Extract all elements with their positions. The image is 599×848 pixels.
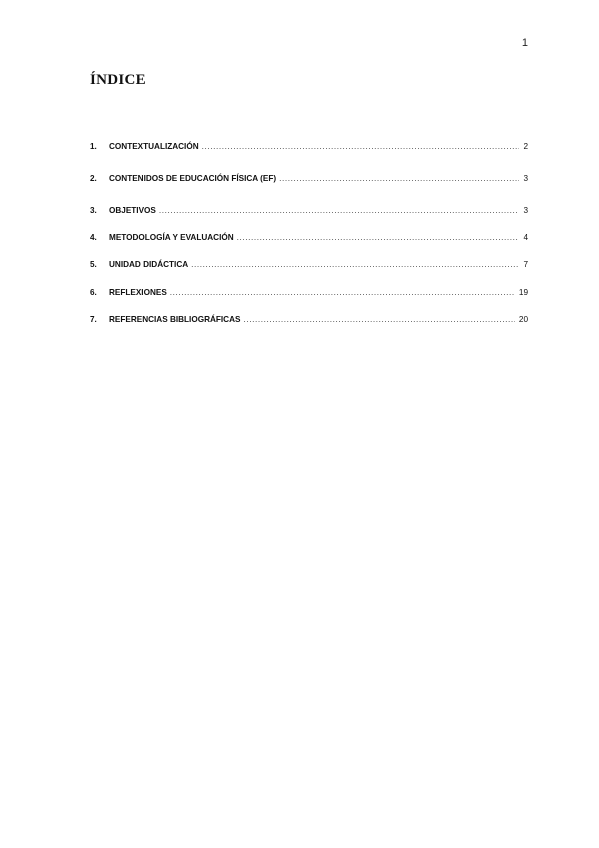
toc-entry-unidad-didactica[interactable] xyxy=(90,260,528,274)
toc-entry-page: 20 xyxy=(518,315,528,324)
toc-entry-label: CONTENIDOS DE EDUCACIÓN FÍSICA (EF) xyxy=(109,174,277,183)
toc-entry-label: OBJETIVOS xyxy=(109,206,156,215)
toc-entry-page: 3 xyxy=(523,206,528,215)
toc-entry-label: METODOLOGÍA Y EVALUACIÓN xyxy=(109,233,234,242)
toc-entry-number: 3. xyxy=(90,206,97,215)
toc-entry-page: 19 xyxy=(518,288,528,297)
toc-dot-leader xyxy=(237,233,520,242)
toc-entry-number: 6. xyxy=(90,288,97,297)
toc-entry-number: 5. xyxy=(90,260,97,269)
toc-entry-page: 2 xyxy=(523,142,528,151)
toc-entry-number: 2. xyxy=(90,174,97,183)
toc-entry-number: 1. xyxy=(90,142,97,151)
toc-entry-label: REFERENCIAS BIBLIOGRÁFICAS xyxy=(109,315,241,324)
toc-entry-label: UNIDAD DIDÁCTICA xyxy=(109,260,189,269)
toc-entry-page: 7 xyxy=(523,260,528,269)
toc-entry-contenidos[interactable] xyxy=(90,174,528,188)
toc-entry-number: 7. xyxy=(90,315,97,324)
toc-dot-leader xyxy=(279,174,519,183)
toc-dot-leader xyxy=(170,288,515,297)
page-title: ÍNDICE xyxy=(90,72,146,88)
toc-entry-referencias[interactable] xyxy=(90,315,528,329)
toc-entry-objetivos[interactable] xyxy=(90,206,528,220)
toc-entry-page: 4 xyxy=(523,233,528,242)
toc-dot-leader xyxy=(191,260,519,269)
toc-entry-contextualizacion[interactable] xyxy=(90,142,528,156)
toc-entry-number: 4. xyxy=(90,233,97,242)
toc-entry-page: 3 xyxy=(523,174,528,183)
toc-entry-metodologia[interactable] xyxy=(90,233,528,247)
toc-dot-leader xyxy=(159,206,520,215)
toc-dot-leader xyxy=(243,315,514,324)
toc-dot-leader xyxy=(202,142,520,151)
toc-entry-label: REFLEXIONES xyxy=(109,288,167,297)
page-number: 1 xyxy=(521,37,528,49)
toc-entry-reflexiones[interactable] xyxy=(90,288,528,302)
toc-entry-label: CONTEXTUALIZACIÓN xyxy=(109,142,199,151)
